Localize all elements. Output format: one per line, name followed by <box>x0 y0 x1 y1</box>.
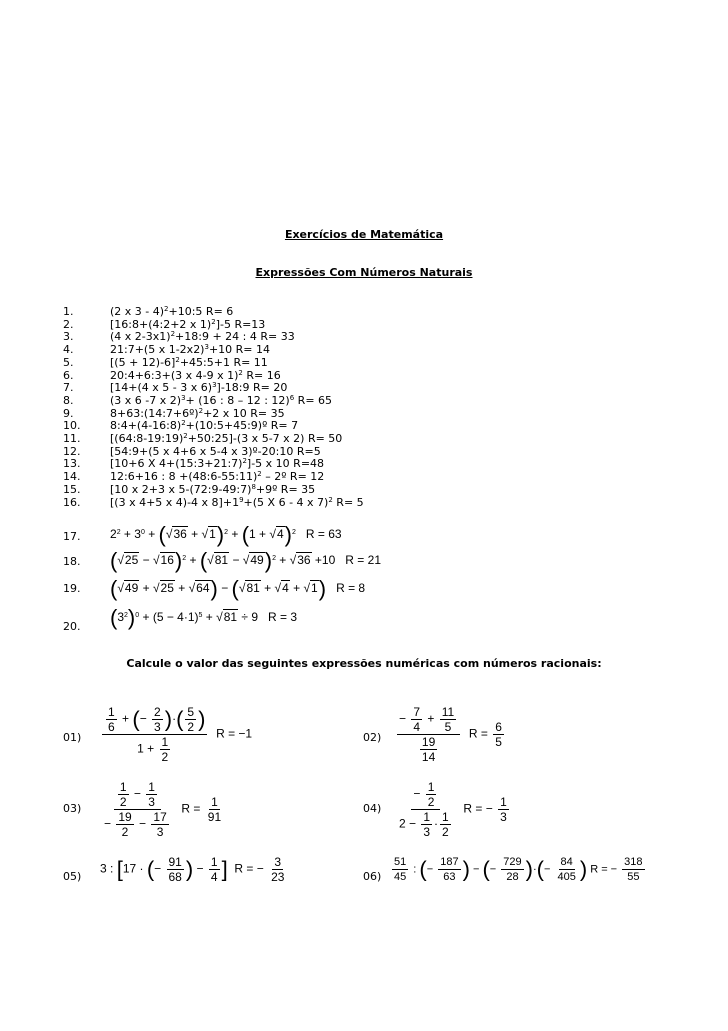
answer-06: R = − <box>590 863 618 876</box>
expression-part: 21:7+(5 x 1-2x2) <box>110 343 205 357</box>
item-number: 13. <box>63 457 81 471</box>
item-number: 03) <box>63 802 82 815</box>
expression-text <box>110 318 265 331</box>
expression-part: ]-5 R=13 <box>215 317 266 331</box>
expression-part: [(3 x 4+5 x 4)-4 x 8]+1 <box>110 495 240 509</box>
item-number: 02) <box>363 731 382 744</box>
expression-part: +9º R= 35 <box>255 482 316 496</box>
expression-20: $(3^2)^0 + (5 - 4\cdot 1)^5 + √81 \div 9$ R = 3 <box>110 605 298 630</box>
expression-text <box>110 369 281 382</box>
expression-text <box>110 394 332 407</box>
expression-part: +45:5+1 R= 11 <box>179 355 268 369</box>
exponent: 2 <box>181 419 186 428</box>
expression-06: $\frac{51}{45}$ : (− $\frac{187}{63}$ ) − (− $\frac{729}{28}$ )·(− $\frac{84}{405}$ ) R = − $\frac{318}{55}$ <box>394 856 643 883</box>
exponent: 2 <box>257 470 262 479</box>
expression-part: [10+6 X 4+(15:3+21:7) <box>110 457 243 471</box>
expression-part: +2 x 10 R= 35 <box>203 406 285 420</box>
page-title: Exercícios de Matemática <box>284 228 444 241</box>
expression-part: [54:9+(5 x 4+6 x 5-4 x 3)º-20:10 R=5 <box>110 444 321 458</box>
exponent: 2 <box>198 406 204 415</box>
expression-part: 8+63:(14:7+6º) <box>110 406 199 420</box>
exponent: 8 <box>251 482 256 491</box>
exponent: 2 <box>211 317 216 326</box>
exponent: 2 <box>328 495 333 504</box>
expression-text <box>110 381 287 394</box>
item-number: 16. <box>63 495 81 509</box>
exponent: 3 <box>212 381 217 390</box>
expression-text <box>110 496 364 509</box>
item-number: 20. <box>63 620 81 633</box>
answer-04: R = − <box>463 801 493 816</box>
item-number: 3. <box>63 330 74 344</box>
item-number: 11. <box>63 432 81 445</box>
item-number: 1. <box>63 305 74 318</box>
exponent: 3 <box>181 393 186 402</box>
expression-text <box>110 457 324 470</box>
exponent: 6 <box>289 393 295 402</box>
expression-text <box>110 343 270 356</box>
exponent: 9 <box>239 495 244 504</box>
expression-part: +(5 X 6 - 4 x 7) <box>243 495 329 509</box>
item-number: 6. <box>63 368 74 382</box>
exponent: 2 <box>175 355 180 364</box>
expression-05: 3 : [17 · (− $\frac{91}{68}$ ) − $\frac{1}{4}$ ] R = − $\frac{3}{23}$ <box>100 855 285 884</box>
expression-text <box>110 432 342 445</box>
expression-text <box>110 356 268 369</box>
item-number: 10. <box>63 419 81 433</box>
answer-18: R = 21 <box>345 553 381 568</box>
expression-part: [16:8+(4:2+2 x 1) <box>110 317 212 331</box>
expression-17: $2^2 + 3^0 + (√36 + √1)^2 + (1 + √4)^2$ R = 63 <box>110 522 342 547</box>
expression-part: (3 x 6 -7 x 2) <box>110 393 182 407</box>
expression-text <box>110 419 298 432</box>
expression-part: +(10:5+45:9)º R= 7 <box>185 419 299 433</box>
expression-part: [(64:8-19:19) <box>110 432 184 445</box>
exponent: 2 <box>170 330 176 339</box>
expression-03: $\frac{1}{2}$ − $\frac{1}{3}$ − $\frac{19}{2}$ − $\frac{17}{3}$ R = $\frac{1}{91}$ <box>104 780 222 839</box>
expression-part: (2 x 3 - 4) <box>110 305 165 318</box>
expression-01: $\frac{1}{6}$ + (− $\frac{2}{3}$ )·( $\frac{5}{2}$ ) 1 + $\frac{1}{2}$ R = −1 <box>100 705 252 764</box>
item-number: 18. <box>63 555 81 568</box>
expression-text <box>110 483 315 496</box>
expression-part: + (16 : 8 – 12 : 12) <box>185 393 290 407</box>
expression-part: R= 5 <box>332 495 364 509</box>
item-number: 17. <box>63 530 81 543</box>
expression-04: − $\frac{1}{2}$ 2 − $\frac{1}{3}$ · $\frac{1}{2}$ R = − $\frac{1}{3}$ <box>399 780 507 839</box>
exponent: 2 <box>164 305 169 313</box>
answer-01: R = −1 <box>216 726 253 741</box>
item-number: 15. <box>63 482 81 496</box>
expression-part: +18:9 + 24 : 4 R= 33 <box>175 330 295 344</box>
item-number: 5. <box>63 355 74 369</box>
expression-part: – 2º R= 12 <box>261 470 325 484</box>
expression-02: − $\frac{7}{4}$ + $\frac{11}{5}$ $\frac{19}{14}$ R = $\frac{6}{5}$ <box>399 705 502 764</box>
exponent: 2 <box>242 457 247 466</box>
expression-part: R= 16 <box>242 368 281 382</box>
exponent: 2 <box>183 432 188 440</box>
item-number: 01) <box>63 731 82 744</box>
answer-02: R = <box>468 726 488 741</box>
item-number: 06) <box>363 870 382 883</box>
expression-text <box>110 407 285 420</box>
expression-18: $(√25 - √16)^2 + (√81 - √49)^2 + √36 +10$ R = 21 <box>110 548 381 573</box>
answer-20: R = 3 <box>268 610 298 625</box>
expression-text <box>110 330 295 343</box>
answer-03: R = <box>181 801 201 816</box>
expression-text <box>110 305 233 318</box>
expression-part: [(5 + 12)-6] <box>110 355 176 369</box>
exponent: 3 <box>204 343 209 352</box>
item-number: 9. <box>63 406 74 420</box>
expression-part: R= 65 <box>294 393 333 407</box>
expression-part: ]-18:9 R= 20 <box>216 381 288 395</box>
expression-part: +10 R= 14 <box>208 343 271 357</box>
exponent: 2 <box>238 368 243 377</box>
section-title-rationals: Calcule o valor das seguintes expressões numéricas com números racionais: <box>126 657 602 670</box>
item-number: 7. <box>63 381 74 395</box>
item-number: 4. <box>63 343 74 357</box>
section-title-naturals: Expressões Com Números Naturais <box>255 266 473 279</box>
answer-17: R = 63 <box>305 527 342 542</box>
expression-part: (4 x 2-3x1) <box>110 330 171 344</box>
item-number: 14. <box>63 470 81 484</box>
expression-part: 12:6+16 : 8 +(48:6-55:11) <box>110 470 258 484</box>
item-number: 19. <box>63 582 81 595</box>
expression-19: (√49 + √25 + √64) − (√81 + √4 + √1) R = 8 <box>110 576 366 601</box>
expression-text <box>110 470 324 483</box>
item-number: 05) <box>63 870 82 883</box>
expression-part: 20:4+6:3+(3 x 4-9 x 1) <box>110 368 239 382</box>
item-number: 2. <box>63 317 74 331</box>
expression-part: +10:5 R= 6 <box>168 305 234 318</box>
item-number: 12. <box>63 444 81 458</box>
expression-part: [14+(4 x 5 - 3 x 6) <box>110 381 213 395</box>
expression-part: 8:4+(4-16:8) <box>110 419 182 433</box>
expression-part: +50:25]-(3 x 5-7 x 2) R= 50 <box>187 432 343 445</box>
answer-19: R = 8 <box>336 581 366 596</box>
answer-05: R = − <box>234 861 264 876</box>
item-number: 04) <box>363 802 382 815</box>
item-number: 8. <box>63 393 74 407</box>
expression-text <box>110 445 321 458</box>
expression-part: [10 x 2+3 x 5-(72:9-49:7) <box>110 482 252 496</box>
expression-part: ]-5 x 10 R=48 <box>246 457 325 471</box>
